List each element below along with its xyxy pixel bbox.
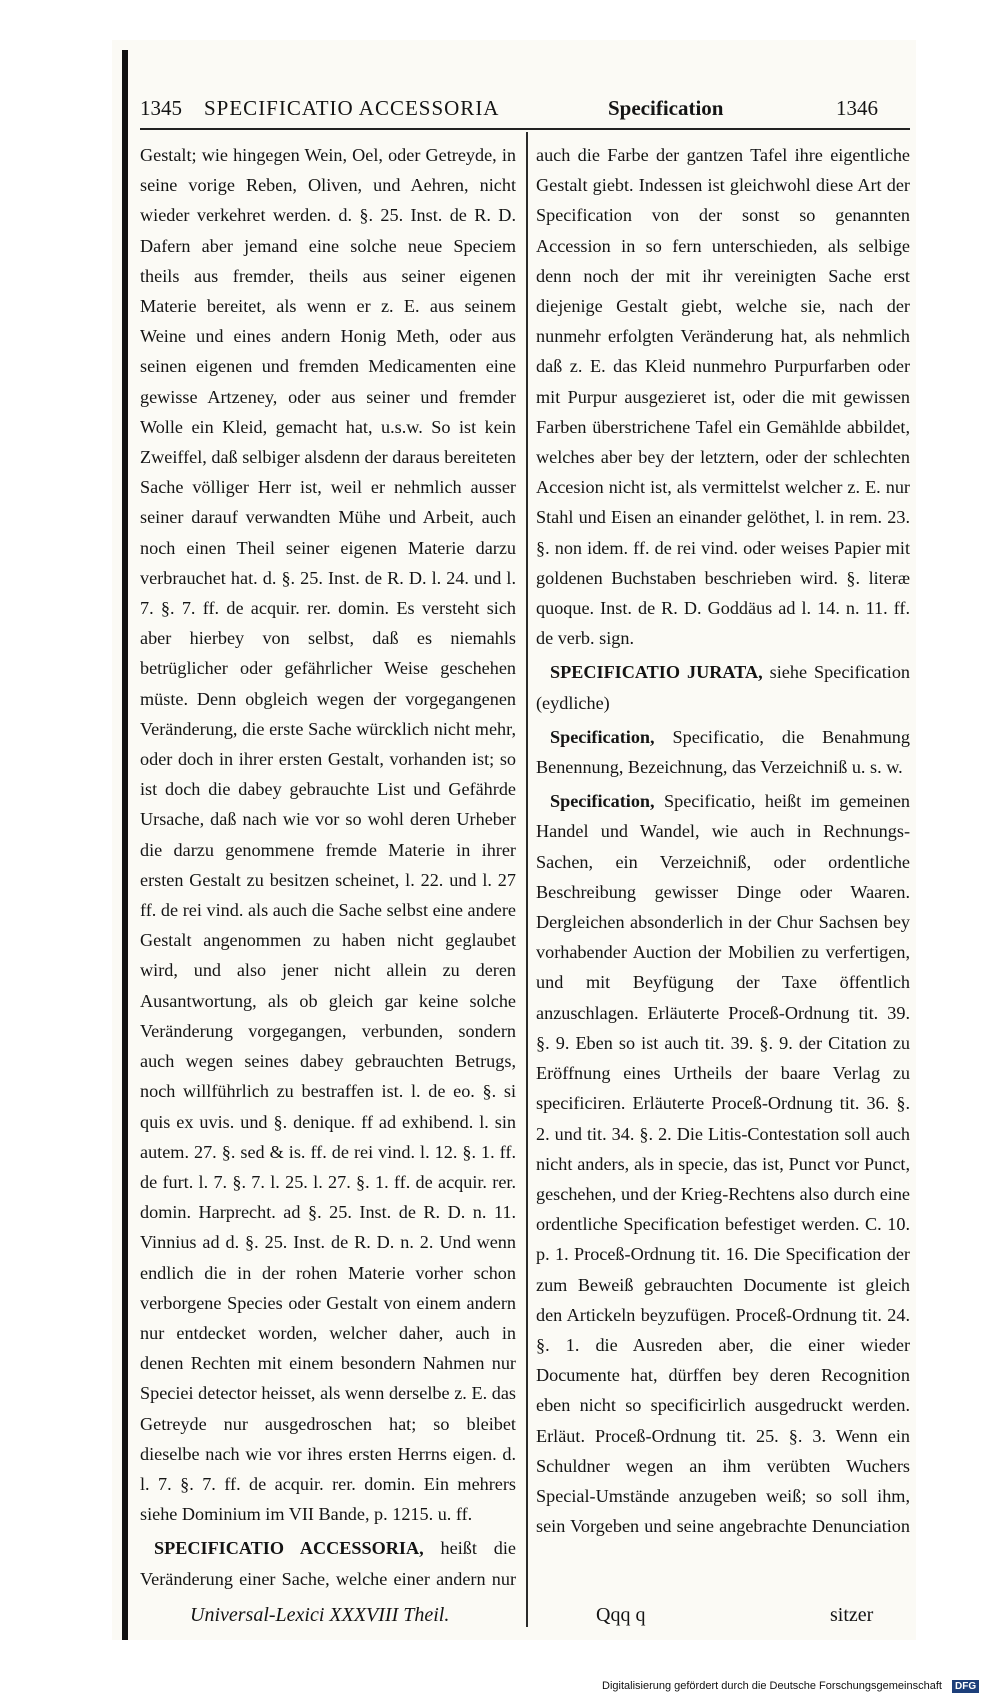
entry-specificatio-accessoria <box>140 1533 516 1590</box>
right-page-number: 1346 <box>836 96 878 120</box>
entry-lemma: Specification, <box>550 726 655 747</box>
left-paragraph-continued: Gestalt; wie hingegen Wein, Oel, oder Getreyde, in seine vorige Reben, Oliven, und Aehren, nicht wieder verkehret werden. d. §. 25. Inst. de R. D. Dafern aber jemand eine solche neue Speciem theils aus fremder, theils aus seiner eigenen Materie bereitet, als wenn er z. E. aus seinem Weine und eines andern Honig Meth, oder aus seinen eigenen und fremden Medicamenten eine gewisse Artzeney, oder aus seiner und fremder Wolle ein Kleid, gemacht hat, u.s.w. So ist kein Zweiffel, daß selbiger alsdenn der daraus bereiteten Sache völliger Herr ist, weil er nehmlich ausser seiner darauf verwandten Mühe und Arbeit, auch noch einen Theil seiner eigenen Materie darzu verbrauchet hat. d. §. 25. Inst. de R. D. l. 24. und l. 7. §. 7. ff. de acquir. rer. domin. Es versteht sich aber hierbey von selbst, daß es niemahls betrüglicher oder gefährlicher Weise geschehen müste. Denn obgleich wegen der vorgegangenen Veränderung, die erste Sache würcklich nicht mehr, oder doch in ihrer ersten Gestalt, vorhanden ist; so ist doch die dabey gebrauchte List und Gefährde Ursache, daß nach wie vor so wohl deren Urheber die darzu genommene fremde Materie in ihrer ersten Gestalt zu besitzen scheinet, l. 22. und l. 27 ff. de rei vind. als auch die Sache selbst eine andere Gestalt angenommen zu haben nicht geglaubet wird, und also jener nicht allein zu deren Ausantwortung, als ob gleich gar keine solche Veränderung vorgegangen, verbunden, sondern auch wegen seines dabey gebrauchten Betrugs, noch willführlich zu bestraffen ist. l. de eo. §. si quis ex uvis. und §. denique. ff ad exhibend. l. sin autem. 27. §. sed & is. ff. de rei vind. l. 12. §. 1. ff. de furt. l. 7. §. 7. l. 25. l. 27. §. 1. ff. de acquir. rer. domin. Harprecht. ad §. 25. Inst. de R. D. n. 11. Vinnius ad d. §. 25. Inst. de R. D. n. 2. Und wenn endlich die in der rohen Materie vorher schon verborgene Species oder Gestalt von einem andern nur entdecket worden, welcher daher, auch in denen Rechten mit einem besondern Nahmen nur Speciei detector heisset, als wenn derselbe z. E. das Getreyde nur ausgedroschen hat; so bleibet dieselbe nach wie vor ihres ersten Herrns eigen. d. l. 7. §. 7. ff. de acquir. rer. domin. Ein mehrers siehe Dominium im VII Bande, p. 1215. u. ff. <box>140 145 516 1525</box>
dfg-logo: DFG <box>952 1680 979 1693</box>
footer-catchword: sitzer <box>830 1604 874 1626</box>
left-page-number: 1345 <box>140 96 182 120</box>
footer-volume-title: Universal-Lexici XXXVIII Theil. <box>190 1604 450 1626</box>
entry-specification-2 <box>536 786 910 1540</box>
right-running-title: Specification <box>608 96 724 120</box>
entry-text: Specificatio, heißt im gemeinen Handel und Wandel, wie auch in Rechnungs-Sachen, ein Verzeichniß, oder ordentliche Beschreibung gewisser Dinge oder Waaren. Dergleichen absonderlich in der Chur Sachsen bey vorhabender Auction der Mobilien zu verfertigen, und mit Beyfügung der Taxe öffentlich anzuschlagen. Erläuterte Proceß-Ordnung tit. 39. §. 9. Eben so ist auch tit. 39. §. 9. der Citation zu Eröffnung eines Urtheils der baare Verlag zu specificiren. Erläuterte Proceß-Ordnung tit. 36. §. 2. und tit. 34. §. 2. Die Litis-Contestation soll auch nicht anders, als in specie, das ist, Punct vor Punct, geschehen, und der Krieg-Rechtens also durch eine ordentliche Specification befestiget werden. C. 10. p. 1. Proceß-Ordnung tit. 16. Die Specification der zum Beweiß gebrauchten Documente ist gleich den Artickeln beyzufügen. Proceß-Ordnung tit. 24. §. 1. die Ausreden aber, die einer wieder Documente hat, dürffen bey deren Recognition eben nicht so specificirlich ausgedruckt werden. Erläut. Proceß-Ordnung tit. 25. §. 3. Wenn ein Schuldner wegen an ihm verübten Wuchers Special-Umstände anzugeben weiß; so soll ihm, sein Vorgeben und seine angebrachte Denunciation <box>536 791 910 1537</box>
page-header <box>140 96 910 128</box>
right-paragraph-continued: auch die Farbe der gantzen Tafel ihre eigentliche Gestalt giebt. Indessen ist gleichwohl diese Art der Specification von der sonst so genannten Accession in so fern unterschieden, als selbige denn noch der mit ihr vereinigten Sache erst diejenige Gestalt giebt, welche sie, nach der nunmehr erfolgten Veränderung hat, als nehmlich daß z. E. das Kleid nunmehro Purpurfarben oder mit Purpur ausgezieret ist, oder die mit gewissen Farben überstrichene Tafel ein Gemählde abbildet, welches aber bey der letztern, oder der schlechten Accesion nicht ist, als vermittelst welcher z. E. nur Stahl und Eisen an einander gelöthet, l. in rem. 23. §. non idem. ff. de rei vind. oder weises Papier mit goldenen Buchstaben beschrieben wird. §. literæ quoque. Inst. de R. D. Goddäus ad l. 14. n. 11. ff. de verb. sign. <box>536 145 910 649</box>
entry-lemma: SPECIFICATIO ACCESSORIA, <box>154 1538 424 1559</box>
entry-text: heißt die Veränderung einer Sache, welche einer andern nur <box>140 1538 516 1589</box>
header-rule <box>140 128 910 130</box>
page-footer <box>140 1604 910 1638</box>
footer-signature-mark: Qqq q <box>596 1604 646 1626</box>
entry-lemma: Specification, <box>550 791 655 812</box>
entry-lemma: SPECIFICATIO JURATA, <box>550 662 763 683</box>
entry-specification-1 <box>536 722 910 782</box>
right-column <box>536 140 910 1540</box>
binding-edge <box>122 50 128 1640</box>
entry-text: Specificatio, die Benahmung Benennung, Bezeichnung, das Verzeichniß u. s. w. <box>536 726 910 778</box>
entry-specificatio-jurata <box>536 657 910 717</box>
left-column <box>140 140 516 1590</box>
digitization-credit: Digitalisierung gefördert durch die Deutsche Forschungsgemeinschaft <box>602 1680 942 1692</box>
left-running-title: SPECIFICATIO ACCESSORIA <box>204 96 500 120</box>
entry-text: siehe Specification (eydliche) <box>536 662 910 713</box>
column-divider <box>526 132 528 1627</box>
